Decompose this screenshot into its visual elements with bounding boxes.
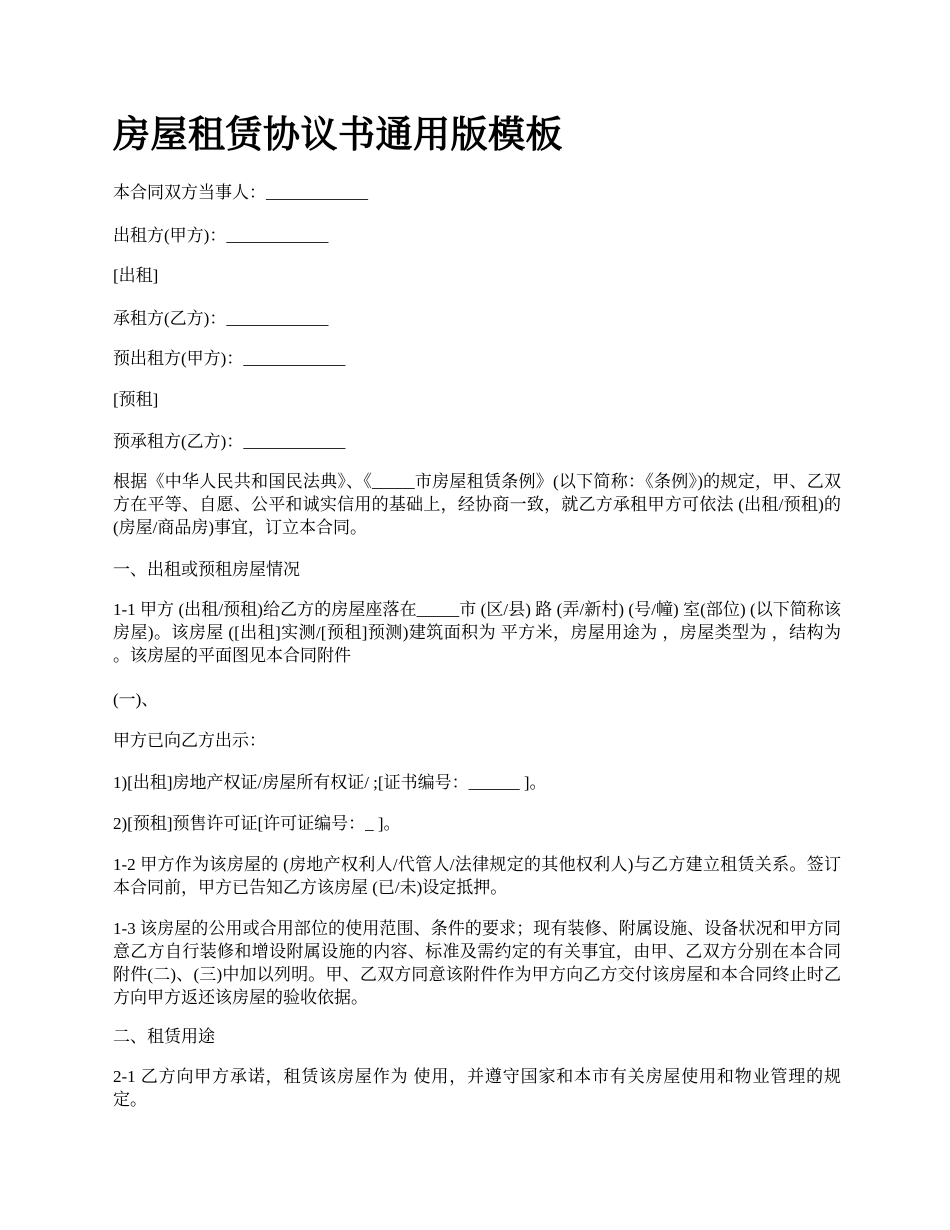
clause-1-2: 1-2 甲方作为该房屋的 (房地产权利人/代管人/法律规定的其他权利人)与乙方建立租赁关系。签订本合同前，甲方已告知乙方该房屋 (已/未)设定抵押。 [113, 855, 841, 897]
shown-documents-line: 甲方已向乙方出示： [113, 731, 266, 750]
section-heading-2: 二、租赁用途 [113, 1027, 215, 1046]
lease-tag: [出租] [113, 266, 159, 285]
clause-1-1: 1-1 甲方 (出租/预租)给乙方的房屋座落在_____市 (区/县) 路 (弄/新村) (号/幢) 室(部位) (以下简称该房屋)。该房屋 ([出租]实测/[预租]预测)建筑面积为 平方米，房屋用途为 ，房屋类型为 ，结构为 。该房屋的平面图见本合同附件 [113, 600, 841, 665]
clause-1-3: 1-3 该房屋的公用或合用部位的使用范围、条件的要求；现有装修、附属设施、设备状况和甲方同意乙方自行装修和增设附属设施的内容、标准及需约定的有关事宜，由甲、乙双方分别在本合同附件(二)、(三)中加以列明。甲、乙双方同意该附件作为甲方向乙方交付该房屋和本合同终止时乙方向甲方返还该房屋的验收依据。 [113, 919, 841, 1007]
annex-ref: (一)、 [113, 690, 159, 709]
pre-lease-tag: [预租] [113, 390, 159, 409]
section-heading-1: 一、出租或预租房屋情况 [113, 560, 300, 579]
lessor-line: 出租方(甲方)：____________ [113, 226, 329, 245]
item-2: 2)[预租]预售许可证[许可证编号：_ ]。 [113, 814, 401, 833]
item-1: 1)[出租]房地产权证/房屋所有权证/ ;[证书编号：______ ]。 [113, 773, 547, 792]
pre-lessor-line: 预出租方(甲方)：____________ [113, 349, 346, 368]
pre-lessee-line: 预承租方(乙方)：____________ [113, 432, 346, 451]
parties-line: 本合同双方当事人：____________ [113, 183, 368, 202]
lessee-line: 承租方(乙方)：____________ [113, 309, 329, 328]
clause-2-1: 2-1 乙方向甲方承诺，租赁该房屋作为 使用，并遵守国家和本市有关房屋使用和物业管理的规定。 [113, 1067, 841, 1109]
preamble-paragraph: 根据《中华人民共和国民法典》、《_____市房屋租赁条例》(以下简称：《条例》)的规定，甲、乙双方在平等、自愿、公平和诚实信用的基础上，经协商一致，就乙方承租甲方可依法 (出租/预租)的 (房屋/商品房)事宜，订立本合同。 [113, 472, 841, 537]
document-title: 房屋租赁协议书通用版模板 [113, 115, 563, 156]
